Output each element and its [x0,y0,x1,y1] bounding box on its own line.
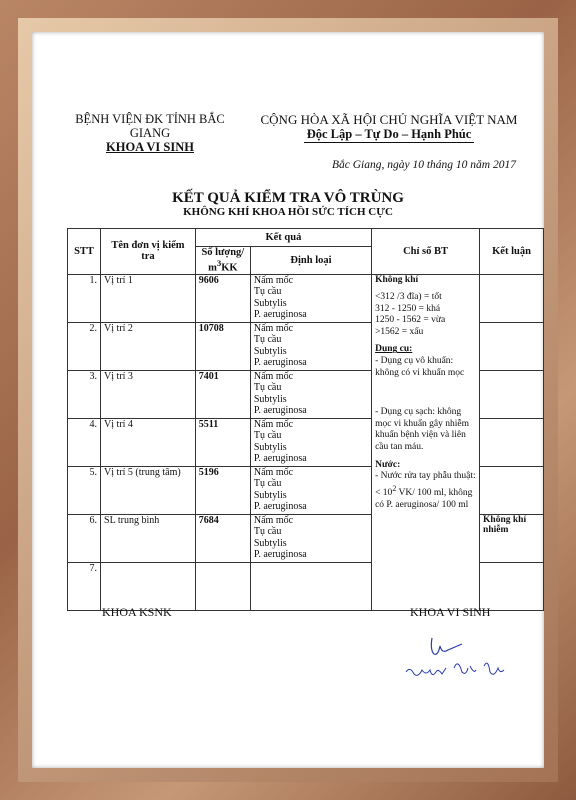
document-title: KẾT QUẢ KIỂM TRA VÔ TRÙNG [172,190,404,206]
row-unit: Vị trí 1 [101,274,196,322]
index-air-3: 1250 - 1562 = vừa [375,315,446,326]
document-subtitle: KHÔNG KHÍ KHOA HỒI SỨC TÍCH CỰC [183,206,393,218]
row-stt: 6. [68,514,101,562]
organism-subtilis: Subtylis [253,345,287,357]
row-stt: 4. [68,418,101,466]
organism-mold: Nấm mốc [253,514,294,526]
header-unit: Tên đơn vị kiểm tra [101,229,196,275]
hospital-name: BỆNH VIỆN ĐK TỈNH BẮC GIANG [75,112,225,140]
row-organisms [250,562,371,610]
organism-staph: Tụ cầu [253,382,282,394]
row-unit: Vị trí 5 (trung tâm) [101,466,196,514]
index-water-sup: 2 [392,483,397,493]
row-quantity: 7401 [195,370,250,418]
row-quantity: 5511 [195,418,250,466]
organism-staph: Tụ cầu [253,430,282,442]
country-name: CỘNG HÒA XÃ HỘI CHỦ NGHĨA VIỆT NAM [260,112,518,127]
header-quantity: Số lượng/ $m^3KK$ [195,247,250,275]
organism-staph: Tụ cầu [253,334,282,346]
organism-staph: Tụ cầu [253,526,282,538]
row-conclusion [480,322,544,370]
organism-pseudomonas: P. aeruginosa [253,309,307,321]
normal-index-cell [372,274,480,610]
organism-subtilis: Subtylis [253,393,287,405]
department-name: KHOA VI SINH [106,140,194,154]
organism-subtilis: Subtylis [253,537,287,549]
row-quantity [195,562,250,610]
row-stt: 3. [68,370,101,418]
index-air-2: 312 - 1250 = khá [375,303,441,314]
index-tools-1: - Dụng cụ vô khuẩn: không có vi khuẩn mọc [375,356,465,378]
organism-pseudomonas: P. aeruginosa [253,549,307,561]
organism-mold: Nấm mốc [253,370,294,382]
row-unit: Vị trí 4 [101,418,196,466]
row-quantity: 5196 [195,466,250,514]
row-conclusion [480,274,544,322]
row-quantity: 10708 [195,322,250,370]
index-water-1b: VK/ 100 ml, không có P. aeruginosa/ 100 ml [375,487,473,510]
organism-mold: Nấm mốc [253,418,294,430]
row-stt: 5. [68,466,101,514]
organism-mold: Nấm mốc [253,466,294,478]
organism-pseudomonas: P. aeruginosa [253,357,307,369]
header-index: Chỉ số BT [372,229,480,275]
organism-pseudomonas: P. aeruginosa [253,453,307,465]
row-unit: Vị trí 3 [101,370,196,418]
handwritten-signature [402,628,512,698]
row-stt: 2. [68,322,101,370]
header-right [254,112,524,143]
index-air-1: <312 /3 đĩa) = tốt [375,292,442,303]
organism-mold: Nấm mốc [253,322,294,334]
row-conclusion [480,418,544,466]
footer-right-signatory: KHOA VI SINH [410,605,491,619]
header-quantity-label: Số lượng/ [201,247,245,258]
header-conclusion: Kết luận [480,229,544,275]
organism-subtilis: Subtylis [253,297,287,309]
row-organisms [250,274,371,322]
header-result: Kết quả [195,229,371,247]
row-organisms [250,514,371,562]
organism-subtilis: Subtylis [253,489,287,501]
organism-pseudomonas: P. aeruginosa [253,501,307,513]
motto-underline [304,142,474,143]
row-stt: 1. [68,274,101,322]
document-date: Bắc Giang, ngày 10 tháng 10 năm 2017 [332,159,516,171]
index-tools-2: - Dụng cụ sạch: không mọc vi khuẩn gây nhiễm khuẩn bệnh viện và liên cầu tan máu. [375,407,470,453]
header-quantity-unit: KK [221,262,238,274]
row-unit: SL trung bình [101,514,196,562]
row-unit [101,562,196,610]
document-page [32,32,544,768]
row-conclusion [480,466,544,514]
footer-left-signatory: KHOA KSNK [102,605,172,619]
national-motto: Độc Lập – Tự Do – Hạnh Phúc [306,127,472,141]
organism-staph: Tụ cầu [253,478,282,490]
row-organisms [250,322,371,370]
table-row [68,274,544,322]
row-stt: 7. [68,562,101,610]
header-stt: STT [68,229,101,275]
row-conclusion [480,370,544,418]
header-identify: Định loại [250,247,371,275]
row-organisms [250,466,371,514]
row-organisms [250,370,371,418]
index-air-4: >1562 = xấu [375,326,424,337]
row-conclusion: Không khí nhiễm [480,514,544,562]
row-quantity: 9606 [195,274,250,322]
header-left [60,112,240,154]
organism-pseudomonas: P. aeruginosa [253,405,307,417]
organism-staph: Tụ cầu [253,286,282,298]
index-water-title: Nước: [375,459,401,470]
organism-mold: Nấm mốc [253,274,294,286]
row-unit: Vị trí 2 [101,322,196,370]
row-conclusion [480,562,544,610]
organism-subtilis: Subtylis [253,441,287,453]
index-water-1a: - Nước rửa tay phẫu thuật: < 10 [375,471,476,498]
index-tools-title: Dụng cụ: [375,344,413,355]
row-organisms [250,418,371,466]
index-air-title: Không khí [375,274,419,285]
row-quantity: 7684 [195,514,250,562]
results-table [67,228,544,611]
index-water-1 [375,471,476,511]
